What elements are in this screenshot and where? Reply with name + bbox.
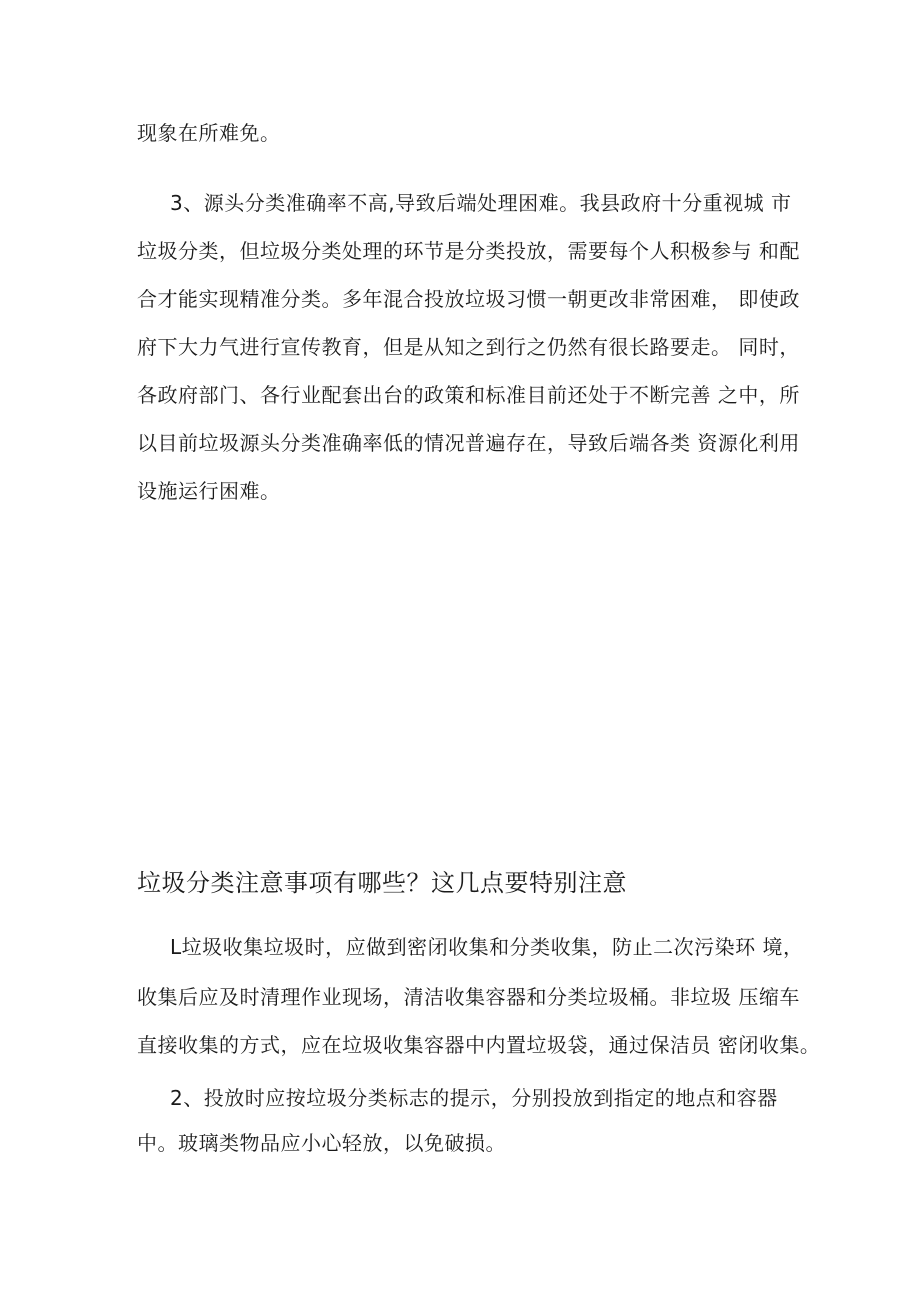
item-1-line: L垃圾收集垃圾时，应做到密闭收集和分类收集，防止二次污染环 境， (170, 935, 804, 959)
section-3-line: 合才能实现精准分类。多年混合投放垃圾习惯一朝更改非常困难， 即使政 (137, 287, 800, 311)
section-3-line: 3、源头分类准确率不高,导致后端处理困难。我县政府十分重视城 市 (170, 191, 792, 215)
paragraph-intro-tail: 现象在所难免。 (137, 121, 281, 145)
section-heading: 垃圾分类注意事项有哪些？这几点要特别注意 (137, 869, 627, 897)
item-1-line: 收集后应及时清理作业现场，清洁收集容器和分类垃圾桶。非垃圾 压缩车 (137, 985, 800, 1009)
item-2-line: 中。玻璃类物品应小心轻放，以免破损。 (137, 1131, 506, 1155)
item-1-line: 直接收集的方式，应在垃圾收集容器中内置垃圾袋，通过保洁员 密闭收集。 (137, 1033, 821, 1057)
section-3-line: 各政府部门、各行业配套出台的政策和标准目前还处于不断完善 之中，所 (137, 383, 800, 407)
section-3-line: 府下大力气进行宣传教育，但是从知之到行之仍然有很长路要走。 同时， (137, 335, 800, 359)
section-3-line: 设施运行困难。 (137, 479, 281, 503)
section-3-line: 垃圾分类，但垃圾分类处理的环节是分类投放，需要每个人积极参与 和配 (137, 239, 800, 263)
section-3-line: 以目前垃圾源头分类准确率低的情况普遍存在，导致后端各类 资源化利用 (137, 431, 800, 455)
item-2-line: 2、投放时应按垃圾分类标志的提示，分别投放到指定的地点和容器 (170, 1086, 778, 1110)
